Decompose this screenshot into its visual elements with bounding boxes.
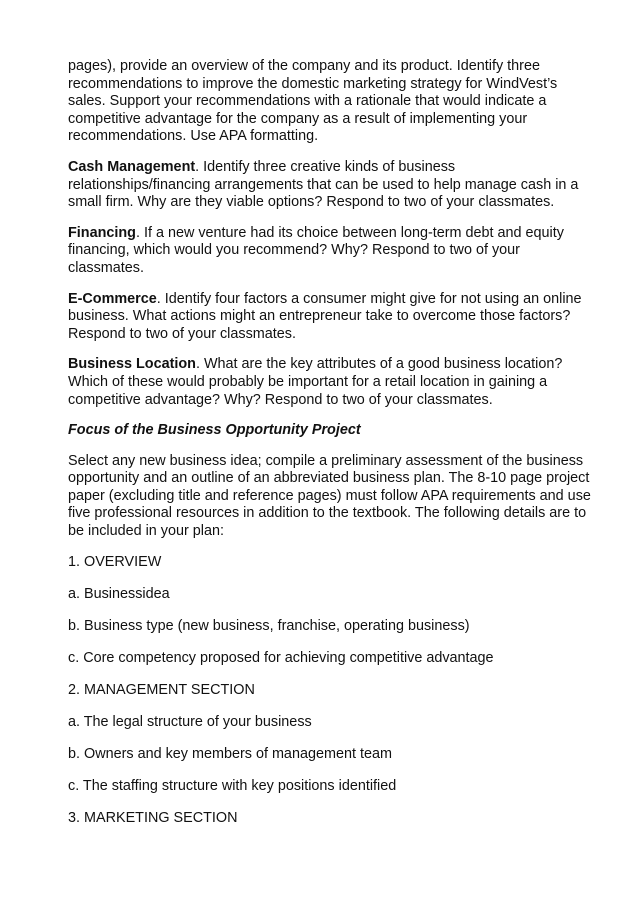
cash-management-paragraph	[68, 159, 596, 212]
document-page	[68, 58, 596, 843]
list-item-business-type: b. Business type (new business, franchise, operating business)	[68, 617, 470, 634]
business-location-body: . What are the key attributes of a good business location? Which of these would probably be important for a retail location in gaining a competitive advantage? Why? Respond to two of your classmates.	[68, 356, 563, 408]
focus-paragraph: Select any new business idea; compile a preliminary assessment of the business opportunity and an outline of an abbreviated business plan. The 8-10 page project paper (excluding title and reference pages) must follow APA requirements and use five professional resources in addition to the textbook. The following details are to be included in your plan:	[68, 452, 591, 540]
list-item-management-section: 2. MANAGEMENT SECTION	[68, 682, 255, 699]
list-item-core-competency: c. Core competency proposed for achieving competitive advantage	[68, 649, 494, 666]
list-item-marketing-section: 3. MARKETING SECTION	[68, 810, 238, 827]
cash-management-heading: Cash Management	[68, 158, 196, 175]
business-location-paragraph	[68, 356, 596, 409]
business-location-heading: Business Location	[68, 356, 196, 373]
list-item-overview: 1. OVERVIEW	[68, 553, 162, 570]
list-item-business-idea: a. Businessidea	[68, 585, 170, 602]
ecommerce-heading: E-Commerce	[68, 290, 157, 307]
intro-paragraph: pages), provide an overview of the company and its product. Identify three recommendations to improve the domestic marketing strategy for WindVest’s sales. Support your recommendations with a rationale that would indicate a competitive advantage for the company as a result of implementing your recommendations. Use APA formatting.	[68, 58, 558, 145]
list-item-legal-structure: a. The legal structure of your business	[68, 714, 312, 731]
ecommerce-paragraph	[68, 291, 596, 344]
list-item-owners: b. Owners and key members of management team	[68, 746, 392, 763]
financing-body: . If a new venture had its choice between long-term debt and equity financing, which would you recommend? Why? Respond to two of your classmates.	[68, 224, 564, 276]
financing-paragraph	[68, 225, 596, 278]
cash-management-body: . Identify three creative kinds of business relationships/financing arrangements that can be used to help manage cash in a small firm. Why are they viable options? Respond to two of your classmates.	[68, 158, 579, 211]
financing-heading: Financing	[68, 224, 136, 241]
list-item-staffing: c. The staffing structure with key positions identified	[68, 778, 397, 795]
ecommerce-body: . Identify four factors a consumer might give for not using an online business. What actions might an entrepreneur take to overcome those factors? Respond to two of your classmates.	[68, 290, 582, 342]
focus-heading: Focus of the Business Opportunity Project	[68, 422, 361, 439]
